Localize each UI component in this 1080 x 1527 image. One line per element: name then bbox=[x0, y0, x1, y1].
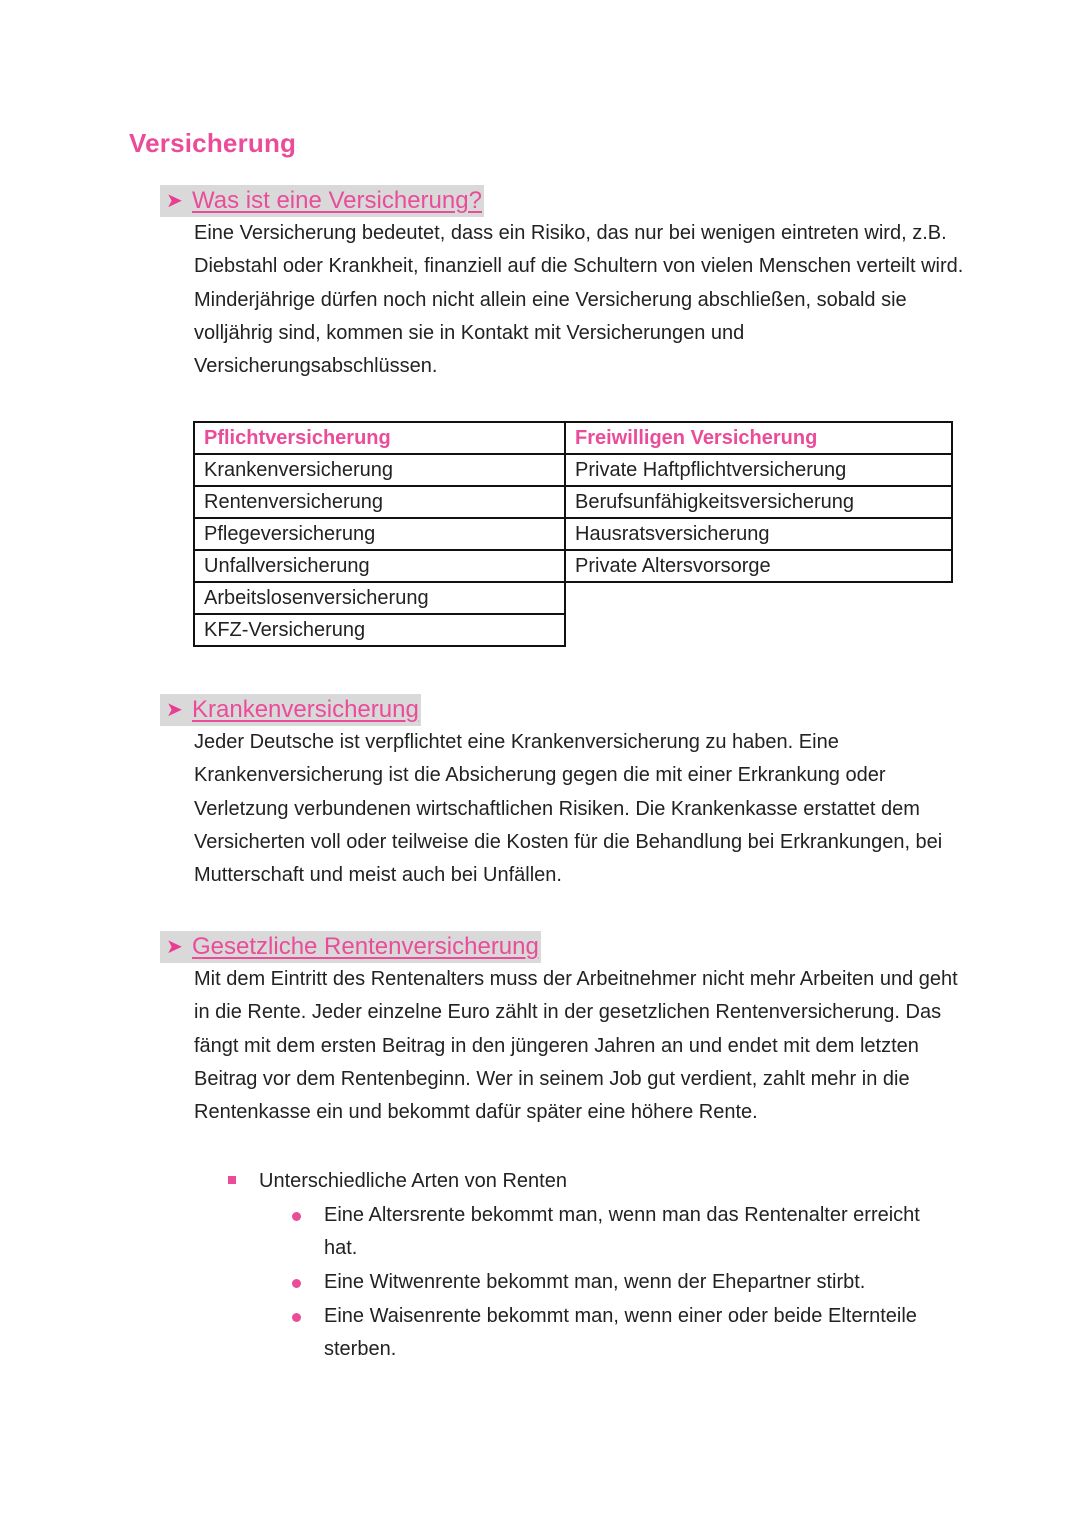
section-heading-text: Was ist eine Versicherung? bbox=[192, 187, 482, 214]
section-rentenversicherung bbox=[160, 931, 960, 1129]
table-row bbox=[194, 486, 952, 518]
table-row bbox=[194, 550, 952, 582]
table-cell: Private Haftpflichtversicherung bbox=[565, 454, 952, 486]
section-heading-text: Krankenversicherung bbox=[192, 696, 419, 723]
table-cell: Hausratsversicherung bbox=[565, 518, 952, 550]
section-paragraph: Minderjährige dürfen noch nicht allein eine Versicherung abschließen, sobald sie volljährig sind, kommen sie in Kontakt mit Versicherungen und Versicherungsabschlüssen. bbox=[194, 288, 907, 378]
section-heading bbox=[160, 931, 541, 963]
section-paragraph: Mit dem Eintritt des Rentenalters muss der Arbeitnehmer nicht mehr Arbeiten und geht in die Rente. Jeder einzelne Euro zählt in der gesetzlichen Rentenversicherung. Das fängt mit dem ersten Beitrag in den jüngeren Jahren an und endet mit dem letzten Beitrag vor dem Rentenbeginn. Wer in seinem Job gut verdient, zahlt mehr in die Rentenkasse ein und bekommt dafür später eine höhere Rente. bbox=[194, 968, 958, 1124]
insurance-table bbox=[193, 421, 953, 647]
table-row bbox=[194, 582, 952, 614]
section-was-ist-versicherung bbox=[160, 185, 964, 383]
arrow-bullet-icon: ➤ bbox=[166, 699, 183, 721]
table-cell: KFZ-Versicherung bbox=[194, 614, 565, 646]
section-heading bbox=[160, 694, 421, 726]
section-heading-text: Gesetzliche Rentenversicherung bbox=[192, 933, 539, 960]
arrow-bullet-icon: ➤ bbox=[166, 936, 183, 958]
table-header-row bbox=[194, 422, 952, 454]
page-title: Versicherung bbox=[129, 128, 297, 158]
table-empty-cell bbox=[565, 582, 952, 614]
arrow-bullet-icon: ➤ bbox=[166, 190, 183, 212]
section-paragraph: Eine Versicherung bedeutet, dass ein Risiko, das nur bei wenigen eintreten wird, z.B. Diebstahl oder Krankheit, finanziell auf die Schultern von vielen Menschen verteilt wird. bbox=[194, 222, 964, 278]
table-header-cell: Pflichtversicherung bbox=[194, 422, 565, 454]
table-header-cell: Freiwilligen Versicherung bbox=[565, 422, 952, 454]
dot-bullet-icon bbox=[292, 1279, 301, 1288]
section-heading bbox=[160, 185, 484, 217]
table-cell: Arbeitslosenversicherung bbox=[194, 582, 565, 614]
table-row bbox=[194, 614, 952, 646]
table-cell: Krankenversicherung bbox=[194, 454, 565, 486]
table-empty-cell bbox=[565, 614, 952, 646]
dot-bullet-icon bbox=[292, 1313, 301, 1322]
square-bullet-icon bbox=[228, 1176, 236, 1184]
table-cell: Berufsunfähigkeitsversicherung bbox=[565, 486, 952, 518]
table-cell: Private Altersvorsorge bbox=[565, 550, 952, 582]
list-item: Eine Waisenrente bekommt man, wenn einer oder beide Elternteile sterben. bbox=[324, 1305, 917, 1360]
section-krankenversicherung bbox=[160, 694, 960, 892]
table-cell: Pflegeversicherung bbox=[194, 518, 565, 550]
table-row bbox=[194, 454, 952, 486]
list-item: Eine Altersrente bekommt man, wenn man das Rentenalter erreicht hat. bbox=[324, 1204, 920, 1259]
table-row bbox=[194, 518, 952, 550]
list-item: Eine Witwenrente bekommt man, wenn der Ehepartner stirbt. bbox=[324, 1271, 866, 1293]
table-cell: Unfallversicherung bbox=[194, 550, 565, 582]
table-cell: Rentenversicherung bbox=[194, 486, 565, 518]
section-paragraph: Jeder Deutsche ist verpflichtet eine Krankenversicherung zu haben. Eine Krankenversicherung ist die Absicherung gegen die mit einer Erkrankung oder Verletzung verbundenen wirtschaftlichen Risiken. Die Krankenkasse erstattet dem Versicherten voll oder teilweise die Kosten für die Behandlung bei Erkrankungen, bei Mutterschaft und meist auch bei Unfällen. bbox=[194, 731, 943, 887]
sublist-title: Unterschiedliche Arten von Renten bbox=[259, 1170, 567, 1192]
dot-bullet-icon bbox=[292, 1212, 301, 1221]
